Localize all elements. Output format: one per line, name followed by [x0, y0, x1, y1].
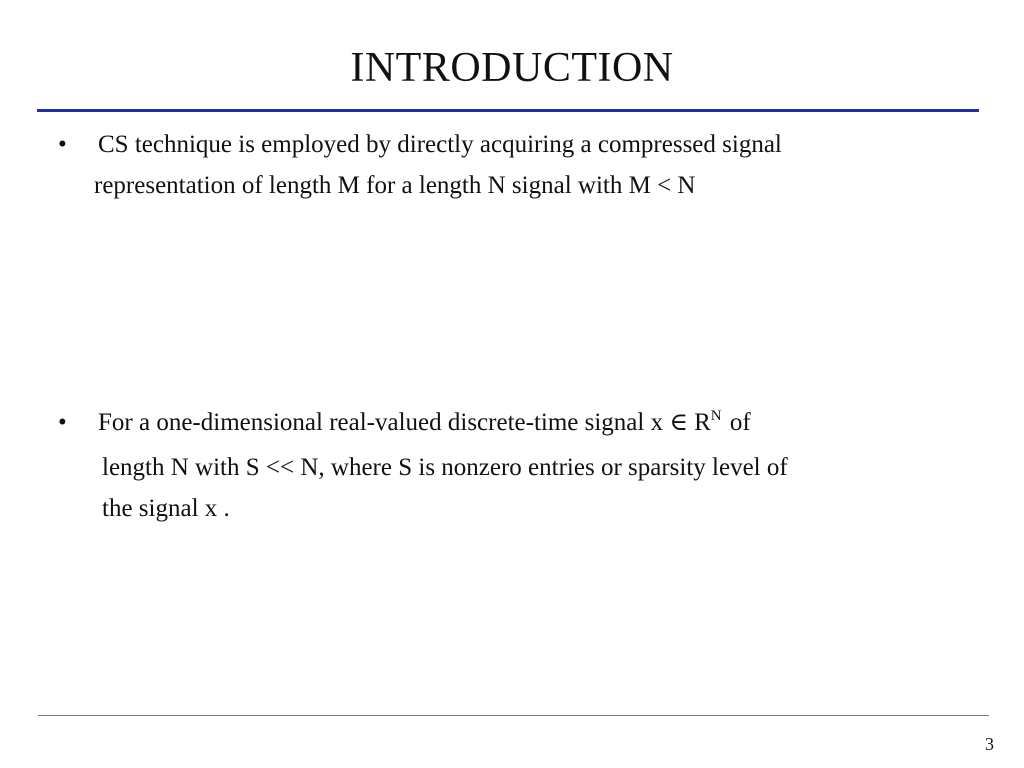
bullet-line — [98, 402, 978, 447]
title-underline — [37, 109, 979, 112]
bullet-line-part: of — [723, 409, 751, 436]
bullet-line: representation of length M for a length N signal with M < N — [94, 172, 696, 199]
bullet-marker: • — [58, 409, 67, 436]
page-number: 3 — [985, 734, 994, 754]
slide-title: INTRODUCTION — [350, 45, 674, 91]
superscript-n: N — [710, 408, 722, 424]
bullet-line-part: For a one-dimensional real-valued discrete-time signal x ∈ R — [98, 409, 711, 436]
bullet-line: CS technique is employed by directly acquiring a compressed signal — [98, 131, 782, 158]
bullet-text — [94, 124, 978, 206]
footer-divider — [38, 715, 989, 716]
bullet-marker: • — [58, 131, 67, 158]
bullet-line: length N with S << N, where S is nonzero entries or sparsity level of — [102, 454, 788, 481]
bullet-text — [98, 402, 978, 529]
bullet-line: the signal x . — [102, 495, 230, 522]
